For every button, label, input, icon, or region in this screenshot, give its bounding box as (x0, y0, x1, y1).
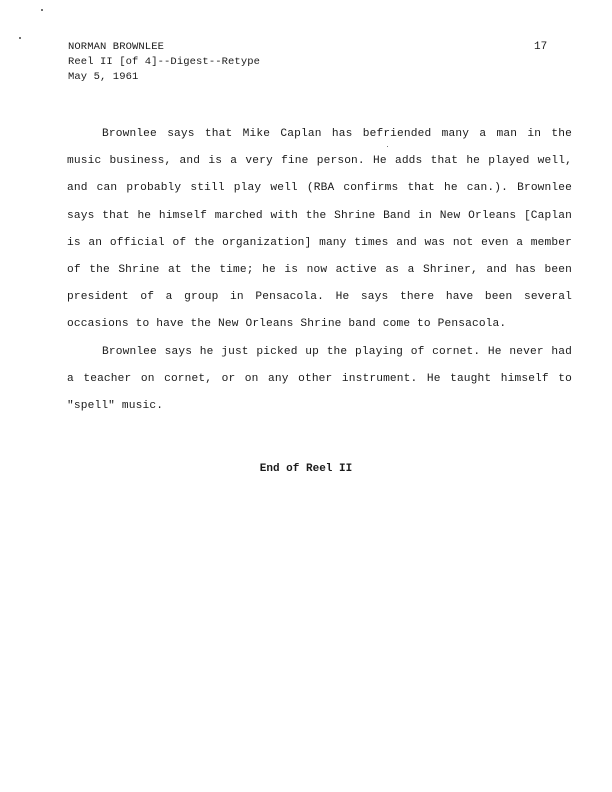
paragraph: Brownlee says that Mike Caplan has befriended many a man in the music business, and is a very fine person. He adds that he played well, and can probably still play well (RBA confirms that he can.). Brownlee says that he himself marched with the Shrine Band in New Orleans [Caplan is an official of the organization] many times and was not even a member of the Shrine at the time; he is now active as a Shriner, and has been president of a group in Pensacola. He says there have been several occasions to have the New Orleans Shrine band come to Pensacola. (67, 128, 572, 331)
scan-speck (19, 37, 21, 39)
document-header (68, 40, 260, 85)
page-number: 17 (534, 41, 548, 53)
interview-date: May 5, 1961 (68, 71, 139, 83)
body-text (67, 121, 572, 420)
end-of-reel-note: End of Reel II (259, 463, 353, 475)
reel-info: Reel II [of 4]--Digest--Retype (68, 56, 261, 68)
scan-speck (41, 9, 43, 11)
paragraph: Brownlee says he just picked up the playing of cornet. He never had a teacher on cornet, or on any other instrument. He taught himself to "spell" music. (67, 345, 572, 413)
interviewee-name: NORMAN BROWNLEE (68, 41, 165, 53)
